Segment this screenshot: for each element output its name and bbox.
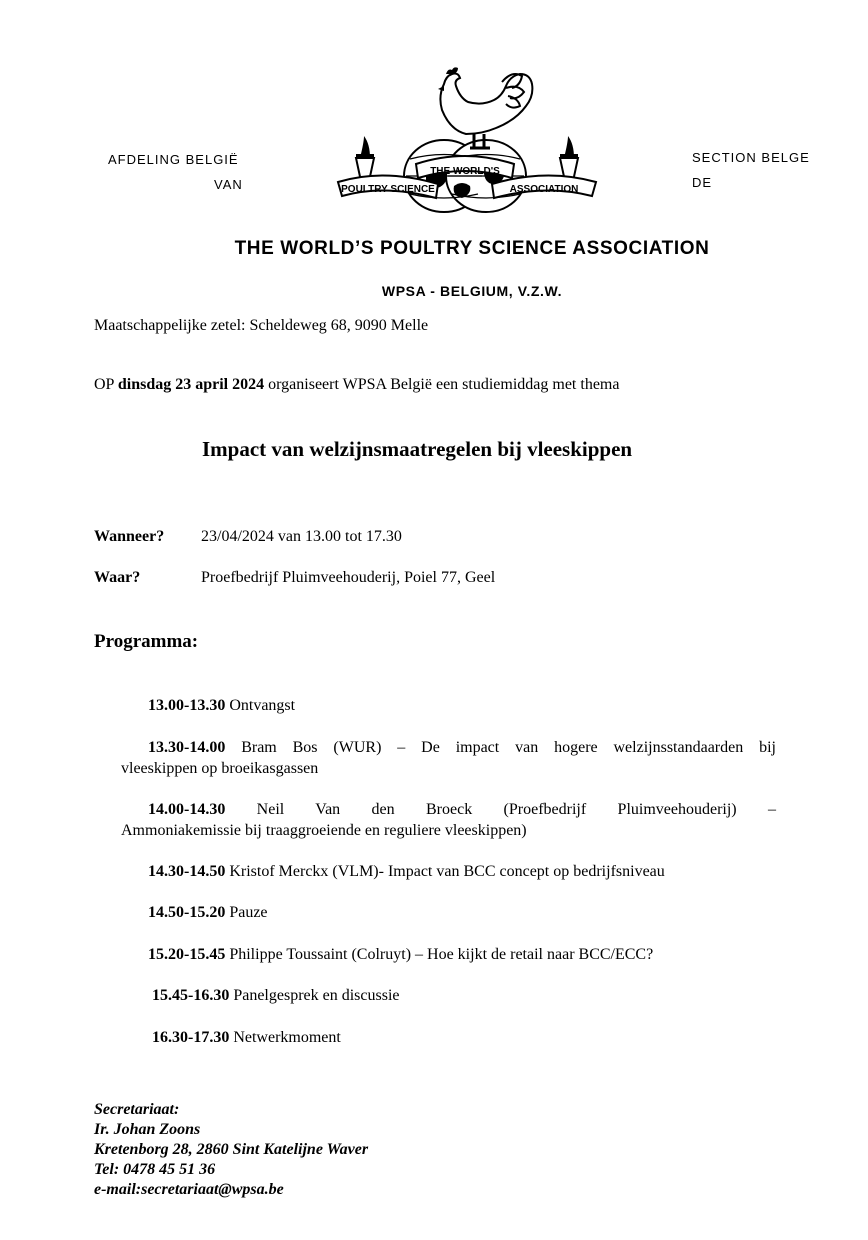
when-value: 23/04/2024 van 13.00 tot 17.30 bbox=[201, 528, 402, 545]
intro-prefix: OP bbox=[94, 376, 118, 393]
program-time: 14.00-14.30 bbox=[148, 801, 226, 818]
secretariat-email: e-mail:secretariaat@wpsa.be bbox=[94, 1181, 284, 1198]
org-title: THE WORLD’S POULTRY SCIENCE ASSOCIATION bbox=[234, 238, 710, 259]
logo-banner-top: THE WORLD'S bbox=[430, 166, 500, 177]
program-time: 15.20-15.45 bbox=[148, 946, 226, 963]
program-item-continuation: vleeskippen op broeikasgassen bbox=[121, 760, 319, 777]
program-item bbox=[152, 1028, 341, 1048]
secretariat-name: Ir. Johan Zoons bbox=[94, 1121, 201, 1138]
header-left-line2: VAN bbox=[214, 177, 243, 192]
program-time: 14.50-15.20 bbox=[148, 904, 226, 921]
when-label: Wanneer? bbox=[94, 528, 165, 545]
intro-text bbox=[94, 376, 619, 394]
program-item bbox=[148, 696, 295, 716]
program-item bbox=[152, 986, 400, 1006]
header-left-line1: AFDELING BELGIË bbox=[108, 152, 239, 167]
intro-date: dinsdag 23 april 2024 bbox=[117, 376, 265, 393]
program-item bbox=[148, 862, 665, 882]
program-item bbox=[148, 738, 776, 758]
programma-heading: Programma: bbox=[94, 631, 199, 652]
program-text: Bram Bos (WUR) – De impact van hogere welzijnsstandaarden bij bbox=[225, 739, 776, 756]
program-item bbox=[148, 800, 776, 820]
event-title: Impact van welzijnsmaatregelen bij vleeskippen bbox=[202, 437, 633, 461]
header-right-line2: DE bbox=[692, 175, 713, 190]
program-text: Kristof Merckx (VLM)- Impact van BCC concept op bedrijfsniveau bbox=[225, 863, 665, 880]
intro-suffix: organiseert WPSA België een studiemiddag met thema bbox=[264, 376, 620, 393]
program-item-continuation: Ammoniakemissie bij traaggroeiende en reguliere vleeskippen) bbox=[121, 822, 527, 839]
where-label: Waar? bbox=[94, 569, 141, 586]
org-subtitle: WPSA - BELGIUM, V.Z.W. bbox=[381, 283, 563, 299]
secretariat-address: Kretenborg 28, 2860 Sint Katelijne Waver bbox=[94, 1141, 369, 1158]
registered-office: Maatschappelijke zetel: Scheldeweg 68, 9090 Melle bbox=[94, 317, 429, 334]
program-time: 13.00-13.30 bbox=[148, 697, 226, 714]
logo-banner-left: POULTRY SCIENCE bbox=[341, 184, 435, 195]
where-value: Proefbedrijf Pluimveehouderij, Poiel 77, Geel bbox=[201, 569, 496, 586]
secretariat-heading: Secretariaat: bbox=[94, 1101, 180, 1118]
program-text: Neil Van den Broeck (Proefbedrijf Pluimveehouderij) – bbox=[225, 801, 776, 818]
secretariat-block bbox=[94, 1100, 594, 1200]
secretariat-tel: Tel: 0478 45 51 36 bbox=[94, 1161, 216, 1178]
program-text: Philippe Toussaint (Colruyt) – Hoe kijkt de retail naar BCC/ECC? bbox=[225, 946, 654, 963]
program-text: Ontvangst bbox=[225, 697, 296, 714]
logo-banner-right: ASSOCIATION bbox=[509, 184, 579, 195]
program-time: 14.30-14.50 bbox=[148, 863, 226, 880]
program-item bbox=[148, 903, 268, 923]
program-text: Panelgesprek en discussie bbox=[229, 987, 400, 1004]
wpsa-logo bbox=[334, 64, 600, 216]
program-text: Pauze bbox=[225, 904, 268, 921]
program-text: Netwerkmoment bbox=[229, 1029, 341, 1046]
header-right-line1: SECTION BELGE bbox=[692, 150, 810, 165]
program-time: 13.30-14.00 bbox=[148, 739, 226, 756]
program-time: 15.45-16.30 bbox=[152, 987, 230, 1004]
program-time: 16.30-17.30 bbox=[152, 1029, 230, 1046]
program-item bbox=[148, 945, 653, 965]
rooster-icon bbox=[438, 67, 532, 148]
